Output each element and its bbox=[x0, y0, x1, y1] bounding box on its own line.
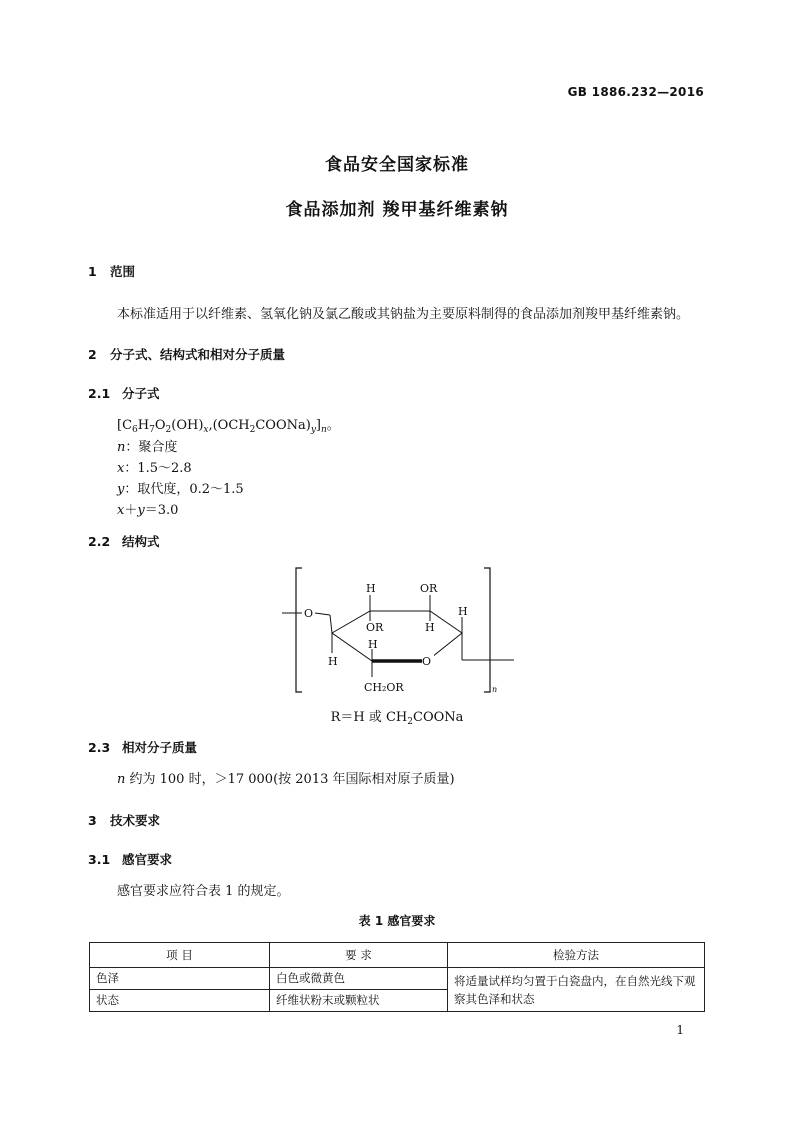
section-2-2-heading: 2.2 结构式 bbox=[88, 534, 160, 549]
document-title: 食品安全国家标准 bbox=[325, 155, 469, 175]
label-h3: H bbox=[458, 605, 468, 618]
label-o-left: O bbox=[304, 607, 314, 620]
label-or1: OR bbox=[420, 582, 438, 595]
section-3-1-heading: 3.1 感官要求 bbox=[88, 852, 173, 867]
label-h2: H bbox=[425, 621, 435, 634]
x-definition: x：1.5～2.8 bbox=[117, 461, 192, 476]
section-2-3-heading: 2.3 相对分子质量 bbox=[88, 740, 198, 755]
section-1-heading: 1 范围 bbox=[88, 264, 136, 279]
standard-number: GB 1886.232—2016 bbox=[567, 85, 704, 99]
section-3-1-text: 感官要求应符合表 1 的规定。 bbox=[117, 884, 290, 899]
cell-method: 将适量试样均匀置于白瓷盘内，在自然光线下观察其色泽和状态 bbox=[448, 968, 705, 1012]
sensory-table bbox=[89, 942, 705, 1012]
section-2-heading: 2 分子式、结构式和相对分子质量 bbox=[88, 347, 286, 362]
left-bracket bbox=[296, 568, 302, 692]
cell-requirement: 白色或微黄色 bbox=[270, 968, 448, 990]
cell-requirement: 纤维状粉末或颗粒状 bbox=[270, 990, 448, 1012]
page-number: 1 bbox=[676, 1023, 684, 1037]
label-o-ring: O bbox=[422, 655, 432, 668]
table-1-caption: 表 1 感官要求 bbox=[358, 914, 436, 928]
label-h4: H bbox=[328, 655, 338, 668]
header-method: 检验方法 bbox=[448, 943, 705, 968]
section-1-text: 本标准适用于以纤维素、氢氧化钠及氯乙酸或其钠盐为主要原料制得的食品添加剂羧甲基纤维素钠。 bbox=[117, 307, 690, 322]
right-bracket bbox=[484, 568, 490, 692]
y-definition: y：取代度，0.2～1.5 bbox=[117, 482, 244, 497]
sum-definition: x＋y＝3.0 bbox=[117, 503, 179, 518]
section-2-1-heading: 2.1 分子式 bbox=[88, 386, 160, 401]
section-3-heading: 3 技术要求 bbox=[88, 813, 161, 828]
molecular-formula: $[C_6H_7O_2(OH)_x,(OCH_2COONa)_y]_n$。 bbox=[117, 418, 340, 435]
structure-caption: R＝H 或 $CH_2COONa$ bbox=[330, 710, 464, 727]
cell-item: 色泽 bbox=[90, 968, 270, 990]
table-header-row bbox=[90, 943, 705, 968]
section-2-3-text: n 约为 100 时，＞17 000(按 2013 年国际相对原子质量) bbox=[117, 772, 455, 787]
header-requirement: 要 求 bbox=[270, 943, 448, 968]
label-ch2or: CH₂OR bbox=[364, 681, 404, 694]
table-row bbox=[90, 968, 705, 990]
label-h1: H bbox=[366, 582, 376, 595]
structural-formula bbox=[280, 565, 520, 700]
label-h5: H bbox=[368, 638, 378, 651]
label-or2: OR bbox=[366, 621, 384, 634]
header-item: 项 目 bbox=[90, 943, 270, 968]
n-definition: n：聚合度 bbox=[117, 440, 178, 455]
label-n: n bbox=[492, 685, 498, 694]
cell-item: 状态 bbox=[90, 990, 270, 1012]
document-subtitle: 食品添加剂 羧甲基纤维素钠 bbox=[285, 200, 509, 220]
